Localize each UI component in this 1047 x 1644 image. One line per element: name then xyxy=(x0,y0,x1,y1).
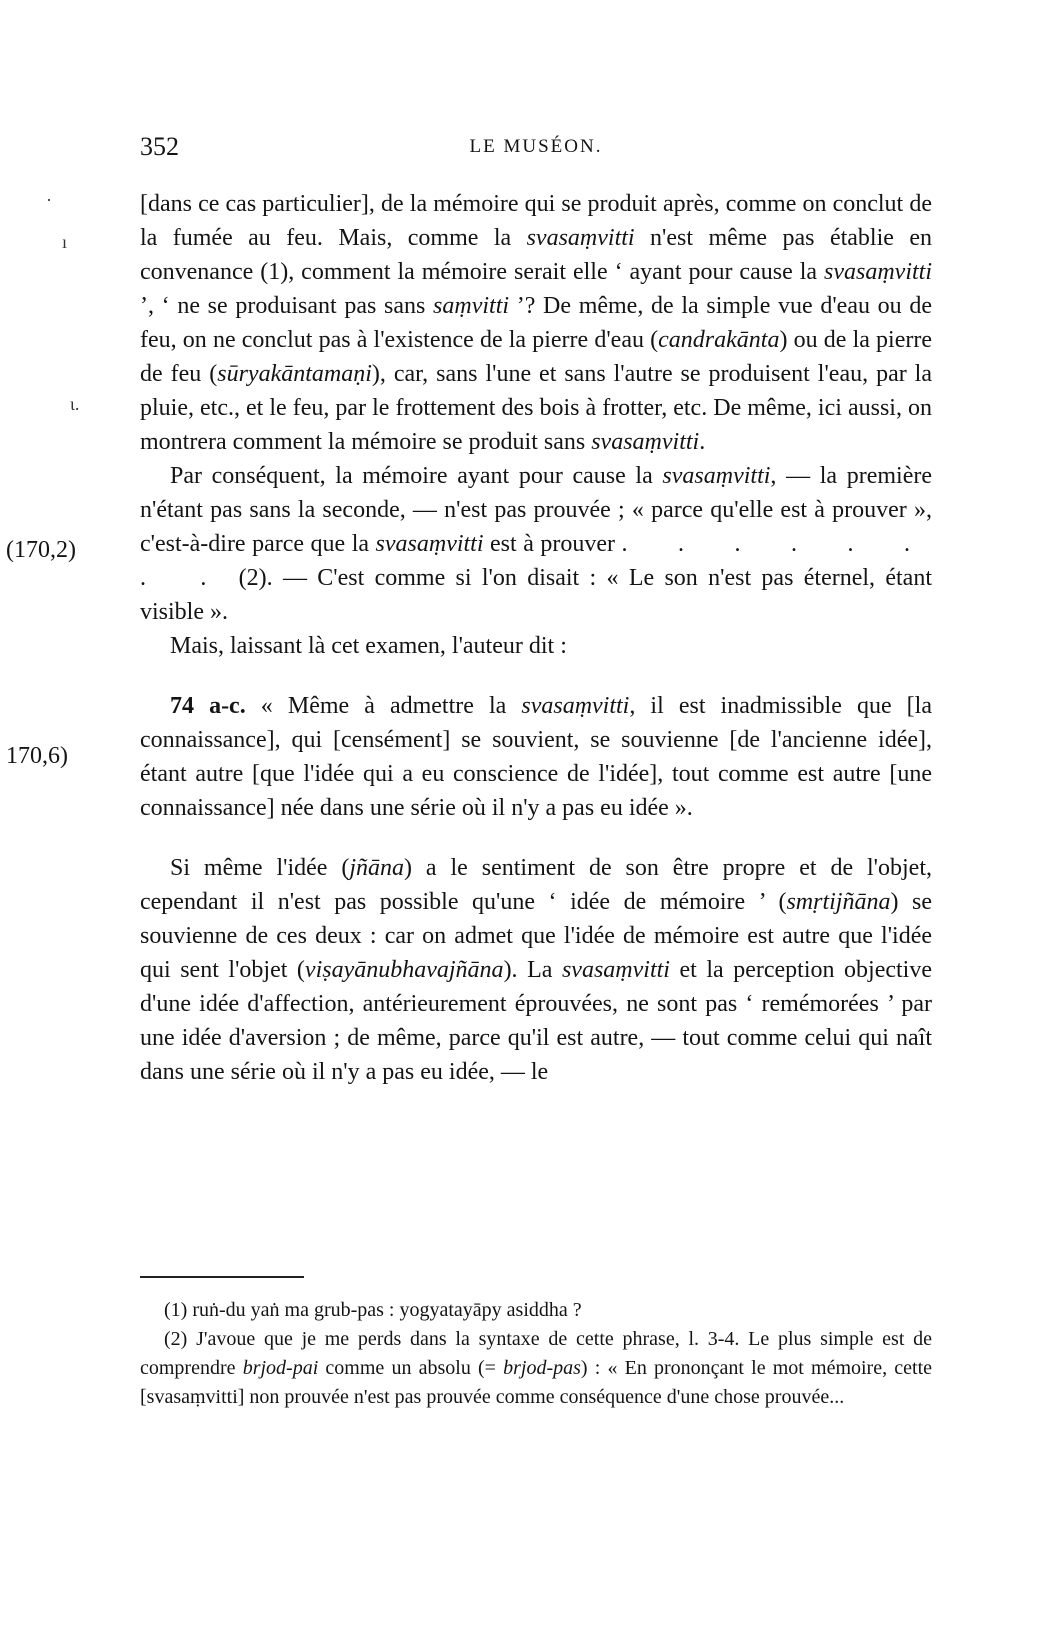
page-header xyxy=(140,132,932,166)
page-number: 352 xyxy=(140,132,179,161)
paragraph: Si même l'idée (jñāna) a le sentiment de son être propre et de l'objet, cependant il n'est pas possible qu'une ‘ idée de mémoire ’ (smṛtijñāna) se souvienne de ces deux : car on admet que l'idée de mémoire est autre que l'idée qui sent l'objet (viṣayānubhavajñāna). La svasaṃvitti et la perception objective d'une idée d'affection, antérieurement éprouvées, ne sont pas ‘ remémorées ’ par une idée d'aversion ; de même, parce qu'il est autre, — tout comme celui qui naît dans une série où il n'y a pas eu idée, — le xyxy=(140,855,933,1085)
margin-mark: ι. xyxy=(70,394,80,414)
verse-paragraph: 74 a-c. « Même à admettre la svasaṃvitti, il est inadmissible que [la connaissance], qui [censément] se souvient, se souvienne [de l'ancienne idée], étant autre [que l'idée qui a eu conscience de l'idée], tout comme est autre [une connaissance] née dans une série où il n'y a pas eu idée ». xyxy=(140,693,932,821)
running-title: LE MUSÉON. xyxy=(469,136,603,157)
paragraph: Par conséquent, la mémoire ayant pour cause la svasaṃvitti, — la première n'étant pas sans la seconde, — n'est pas prouvée ; « parce qu'elle est à prouver », c'est-à-dire parce que la svasaṃvitti est à prouver . . . . . . . . (2). — C'est comme si l'on disait : « Le son n'est pas éternel, étant visible ». xyxy=(140,463,933,625)
footnotes xyxy=(140,1296,932,1412)
paragraph: [dans ce cas particulier], de la mémoire qui se produit après, comme on conclut de la fumée au feu. Mais, comme la svasaṃvitti n'est même pas établie en convenance (1), comment la mémoire serait elle ‘ ayant pour cause la svasaṃvitti ’, ‘ ne se produisant pas sans saṃvitti ’? De même, de la simple vue d'eau ou de feu, on ne conclut pas à l'existence de la pierre d'eau (candrakānta) ou de la pierre de feu (sūryakāntamaṇi), car, sans l'une et sans l'autre se produisent l'eau, par la pluie, etc., et le feu, par le frottement des bois à frotter, etc. De même, ici aussi, on montrera comment la mémoire se produit sans svasaṃvitti. xyxy=(140,191,932,455)
verse-number: 74 a-c. xyxy=(170,693,246,719)
body-text xyxy=(140,187,932,1089)
margin-mark: · xyxy=(46,190,52,210)
footnote-rule xyxy=(140,1276,304,1278)
paragraph: Mais, laissant là cet examen, l'auteur dit : xyxy=(170,633,567,659)
footnote: (2) J'avoue que je me perds dans la syntaxe de cette phrase, l. 3-4. Le plus simple est de comprendre brjod-pai comme un absolu (= brjod-pas) : « En prononçant le mot mémoire, cette [svasaṃvitti] non prouvée n'est pas prouvée comme conséquence d'une chose prouvée... xyxy=(140,1328,933,1408)
margin-reference: 170,6) xyxy=(6,743,68,769)
margin-mark: ı xyxy=(62,232,68,252)
margin-reference: (170,2) xyxy=(6,537,76,563)
footnote: (1) ruṅ-du yaṅ ma grub-pas : yogyatayāpy asiddha ? xyxy=(164,1299,582,1321)
